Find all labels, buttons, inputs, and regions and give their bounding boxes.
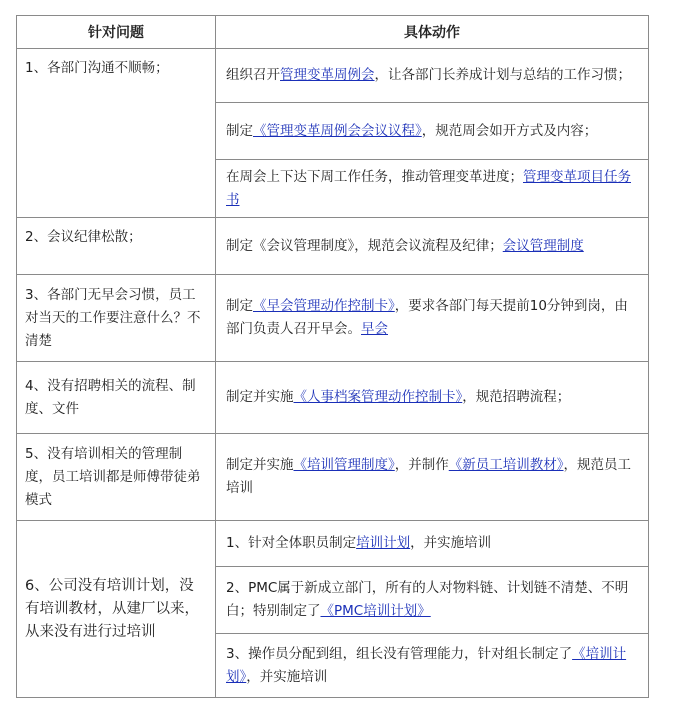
action-text: 制定《会议管理制度》，规范会议流程及纪律； [226, 237, 503, 254]
action-text: 2、PMC属于新成立部门，所有的人对物料链、计划链不清楚、不明白；特别制定了 [226, 580, 629, 619]
action-text: 在周会上下达下周工作任务，推动管理变革进度； [226, 168, 523, 185]
header-problem: 针对问题 [17, 16, 216, 49]
action-link[interactable]: 《PMC培训计划》 [320, 603, 431, 619]
problem-action-table [16, 15, 649, 698]
action-text: 制定并实施 [226, 389, 294, 405]
action-link[interactable]: 培训计划 [356, 535, 411, 551]
problem-cell: 6、公司没有培训计划，没有培训教材，从建厂以来，从来没有进行过培训 [17, 521, 216, 698]
action-cell [216, 521, 649, 567]
action-text: ，规范员工培训 [226, 457, 631, 496]
action-text: ，规范招聘流程； [462, 389, 571, 405]
problem-cell: 2、会议纪律松散； [17, 218, 216, 275]
action-link[interactable]: 《培训管理制度》 [293, 457, 395, 473]
action-text: ，并实施培训 [246, 668, 328, 685]
action-cell [216, 634, 649, 698]
table-row [17, 521, 649, 567]
action-link[interactable]: 会议管理制度 [502, 237, 584, 254]
action-cell [216, 103, 649, 160]
action-text: 制定 [226, 298, 253, 314]
action-text: 制定并实施 [226, 457, 294, 473]
action-link[interactable]: 《新员工培训教材》 [448, 457, 564, 473]
action-cell [216, 275, 649, 362]
action-text: ，并实施培训 [410, 535, 492, 551]
action-link[interactable]: 《人事档案管理动作控制卡》 [293, 389, 463, 405]
problem-cell: 3、各部门无早会习惯，员工对当天的工作要注意什么？不清楚 [17, 275, 216, 362]
action-text: 组织召开 [226, 67, 280, 83]
table-row [17, 362, 649, 434]
action-text: ，要求各部门每天提前10分钟到岗，由部门负责人召开早会。 [226, 298, 628, 337]
action-link[interactable]: 《培训计划》 [226, 645, 627, 685]
action-cell [216, 567, 649, 634]
table-row [17, 218, 649, 275]
action-cell [216, 160, 649, 218]
action-text: 3、操作员分配到组，组长没有管理能力，针对组长制定了 [226, 645, 573, 662]
table-row [17, 49, 649, 103]
table-header-row [17, 16, 649, 49]
action-link[interactable]: 管理变革项目任务书 [226, 168, 631, 208]
table-row [17, 275, 649, 362]
action-cell [216, 434, 649, 521]
action-cell [216, 49, 649, 103]
header-action: 具体动作 [216, 16, 649, 49]
action-cell [216, 362, 649, 434]
action-link[interactable]: 早会 [361, 321, 388, 337]
action-text: 制定 [226, 122, 253, 139]
action-link[interactable]: 《管理变革周例会会议议程》 [253, 122, 422, 139]
problem-action-table-wrapper [16, 15, 649, 698]
table-row [17, 434, 649, 521]
action-text: 1、针对全体职员制定 [226, 535, 357, 551]
problem-cell: 1、各部门沟通不顺畅； [17, 49, 216, 218]
problem-cell: 4、没有招聘相关的流程、制度、文件 [17, 362, 216, 434]
action-cell [216, 218, 649, 275]
action-link[interactable]: 《早会管理动作控制卡》 [253, 298, 395, 314]
action-link[interactable]: 管理变革周例会 [280, 67, 375, 83]
action-text: ，规范周会如开方式及内容； [421, 122, 598, 139]
action-text: ，并制作 [394, 457, 449, 473]
action-text: ，让各部门长养成计划与总结的工作习惯； [374, 67, 631, 83]
problem-cell: 5、没有培训相关的管理制度，员工培训都是师傅带徒弟模式 [17, 434, 216, 521]
